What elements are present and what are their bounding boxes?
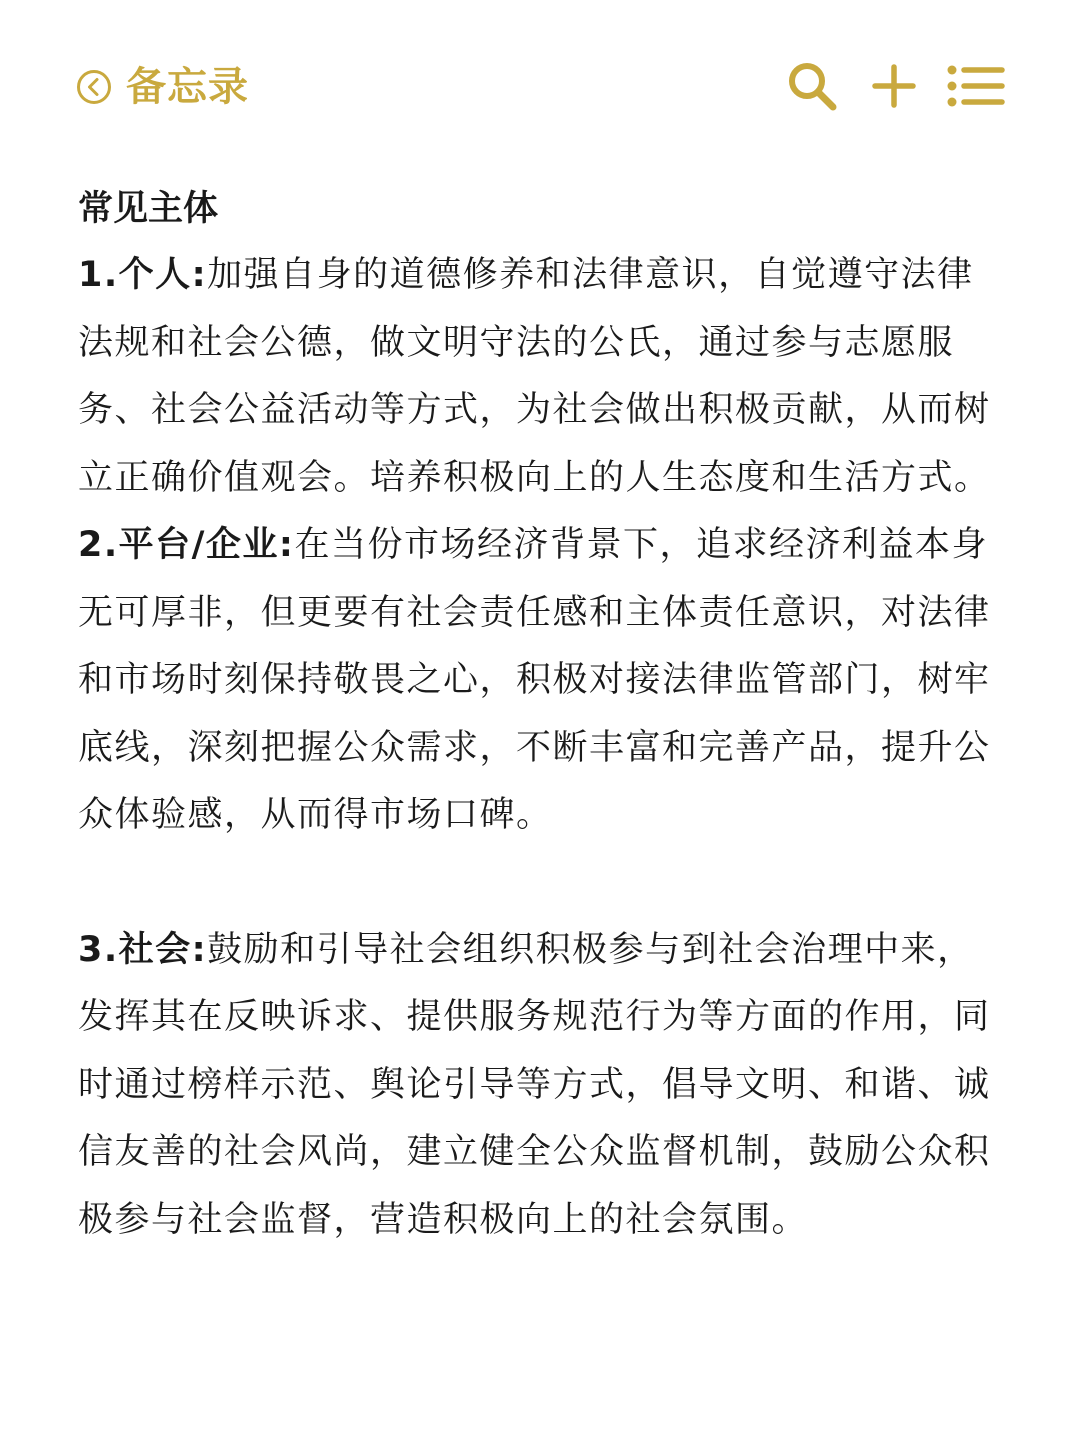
toolbar-actions: [782, 56, 1006, 116]
search-icon: [785, 59, 839, 113]
section-lead: 2.平台/企业:: [78, 525, 295, 565]
section-body: 加强自身的道德修养和法律意识，自觉遵守法律法规和社会公德，做文明守法的公氏，通过参与志愿服务、社会公益活动等方式，为社会做出积极贡献，从而树立正确价值观会。培养积极向上的人生态度和生活方式。: [78, 255, 991, 498]
back-button[interactable]: [76, 62, 249, 112]
list-icon: [947, 64, 1005, 108]
add-note-button[interactable]: [864, 56, 924, 116]
menu-button[interactable]: [946, 56, 1006, 116]
plus-icon: [872, 64, 916, 108]
section-individual: [78, 242, 1008, 512]
section-platform-enterprise: [78, 512, 1008, 850]
blank-line: [78, 850, 1008, 917]
section-body: 在当份市场经济背景下，追求经济利益本身无可厚非，但更要有社会责任感和主体责任意识，对法律和市场时刻保持敬畏之心，积极对接法律监管部门，树牢底线，深刻把握公众需求，不断丰富和完善产品，提升公众体验感，从而得市场口碑。: [78, 525, 991, 835]
section-lead: 3.社会:: [78, 929, 208, 970]
note-heading: 常见主体: [78, 189, 219, 229]
section-body: 鼓励和引导社会组织积极参与到社会治理中来，发挥其在反映诉求、提供服务规范行为等方面的作用，同时通过榜样示范、舆论引导等方式，倡导文明、和谐、诚信友善的社会风尚，建立健全公众监督机制，鼓励公众积极参与社会监督，营造积极向上的社会氛围。: [78, 929, 991, 1240]
chevron-left-circle-icon: [76, 69, 112, 105]
note-body[interactable]: [78, 176, 1008, 1254]
back-label: 备忘录: [126, 64, 249, 110]
navigation-bar: [0, 0, 1080, 170]
section-lead: 1.个人:: [78, 255, 208, 295]
section-society: [78, 917, 1008, 1255]
search-button[interactable]: [782, 56, 842, 116]
